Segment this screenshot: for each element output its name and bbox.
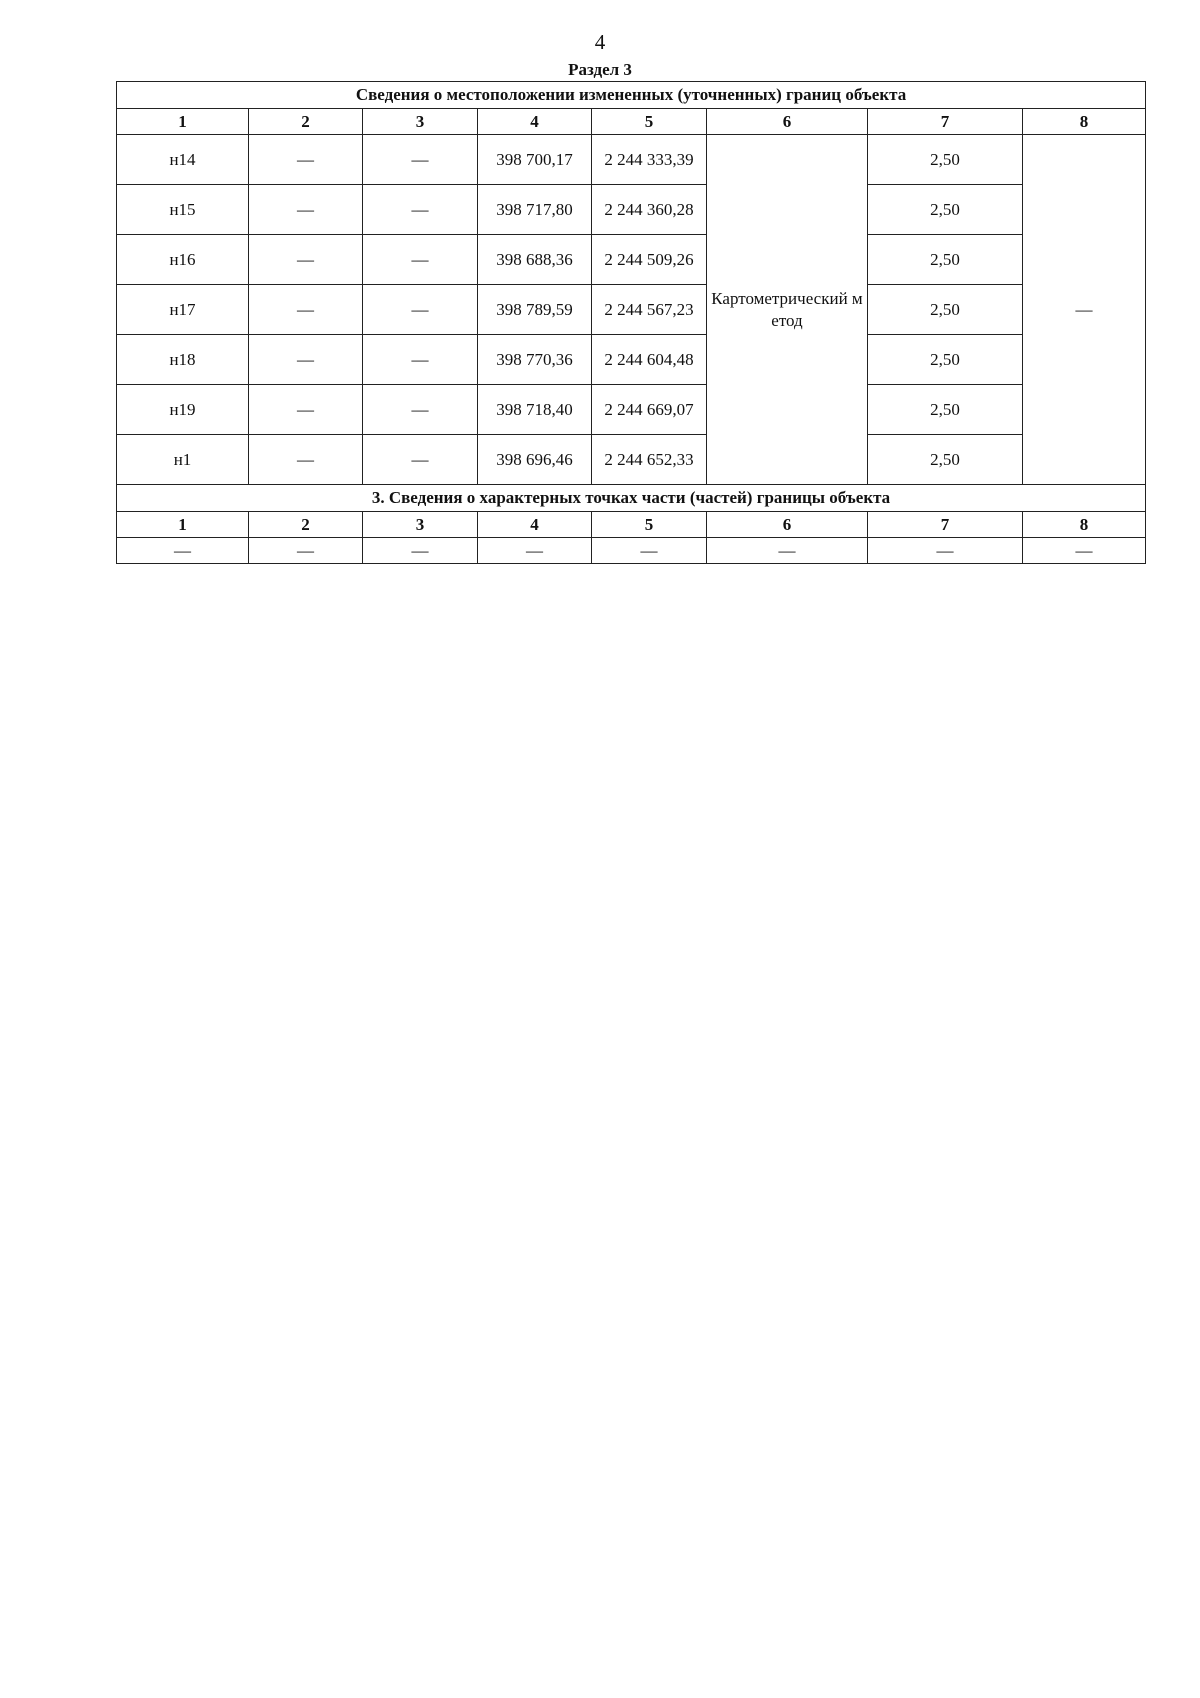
cell-col3: —: [363, 135, 478, 185]
empty-cell: —: [249, 538, 363, 564]
table-row: [117, 185, 1146, 235]
table-row: [117, 538, 1146, 564]
coordinate-x: 398 789,59: [478, 285, 592, 335]
point-name: н19: [117, 385, 249, 435]
coordinate-x: 398 688,36: [478, 235, 592, 285]
table-row: [117, 385, 1146, 435]
empty-cell: —: [868, 538, 1023, 564]
cell-col3: —: [363, 385, 478, 435]
coordinate-y: 2 244 333,39: [592, 135, 707, 185]
column-header: 6: [707, 512, 868, 538]
empty-cell: —: [478, 538, 592, 564]
point-name: н15: [117, 185, 249, 235]
section-title: Раздел 3: [568, 60, 632, 79]
cell-col3: —: [363, 285, 478, 335]
accuracy-value: 2,50: [868, 385, 1023, 435]
table2-caption: 3. Сведения о характерных точках части (частей) границы объекта: [117, 485, 1146, 512]
empty-cell: —: [707, 538, 868, 564]
column-header: 5: [592, 109, 707, 135]
column-header: 5: [592, 512, 707, 538]
empty-cell: —: [363, 538, 478, 564]
coordinate-y: 2 244 652,33: [592, 435, 707, 485]
coordinate-y: 2 244 604,48: [592, 335, 707, 385]
coordinate-y: 2 244 567,23: [592, 285, 707, 335]
column-header: 7: [868, 109, 1023, 135]
table-row: [117, 235, 1146, 285]
column-header: 8: [1023, 109, 1146, 135]
table1-header-row: [117, 109, 1146, 135]
cell-col2: —: [249, 335, 363, 385]
coordinate-y: 2 244 669,07: [592, 385, 707, 435]
col8-cell: —: [1023, 135, 1146, 485]
coordinate-y: 2 244 360,28: [592, 185, 707, 235]
table-row: [117, 135, 1146, 185]
accuracy-value: 2,50: [868, 335, 1023, 385]
accuracy-value: 2,50: [868, 435, 1023, 485]
coordinate-x: 398 717,80: [478, 185, 592, 235]
cell-col3: —: [363, 335, 478, 385]
point-name: н1: [117, 435, 249, 485]
accuracy-value: 2,50: [868, 285, 1023, 335]
accuracy-value: 2,50: [868, 135, 1023, 185]
table2-header-row: [117, 512, 1146, 538]
column-header: 3: [363, 109, 478, 135]
column-header: 2: [249, 512, 363, 538]
cell-col2: —: [249, 435, 363, 485]
cell-col3: —: [363, 235, 478, 285]
empty-cell: —: [592, 538, 707, 564]
coordinate-x: 398 700,17: [478, 135, 592, 185]
point-name: н18: [117, 335, 249, 385]
column-header: 4: [478, 109, 592, 135]
cell-col2: —: [249, 385, 363, 435]
empty-cell: —: [1023, 538, 1146, 564]
accuracy-value: 2,50: [868, 185, 1023, 235]
column-header: 1: [117, 512, 249, 538]
boundary-table: [116, 81, 1146, 564]
cell-col2: —: [249, 285, 363, 335]
cell-col2: —: [249, 185, 363, 235]
point-name: н14: [117, 135, 249, 185]
point-name: н17: [117, 285, 249, 335]
page-number: 4: [594, 30, 606, 54]
column-header: 7: [868, 512, 1023, 538]
column-header: 8: [1023, 512, 1146, 538]
accuracy-value: 2,50: [868, 235, 1023, 285]
coordinate-x: 398 770,36: [478, 335, 592, 385]
coordinate-x: 398 718,40: [478, 385, 592, 435]
column-header: 3: [363, 512, 478, 538]
cell-col2: —: [249, 235, 363, 285]
point-name: н16: [117, 235, 249, 285]
empty-cell: —: [117, 538, 249, 564]
column-header: 4: [478, 512, 592, 538]
cell-col2: —: [249, 135, 363, 185]
column-header: 1: [117, 109, 249, 135]
column-header: 6: [707, 109, 868, 135]
coordinate-x: 398 696,46: [478, 435, 592, 485]
cell-col3: —: [363, 185, 478, 235]
column-header: 2: [249, 109, 363, 135]
table-row: [117, 435, 1146, 485]
table-row: [117, 335, 1146, 385]
method-cell: Картометрический метод: [707, 135, 868, 485]
cell-col3: —: [363, 435, 478, 485]
table1-caption: Сведения о местоположении измененных (уточненных) границ объекта: [117, 82, 1146, 109]
table-row: [117, 285, 1146, 335]
coordinate-y: 2 244 509,26: [592, 235, 707, 285]
